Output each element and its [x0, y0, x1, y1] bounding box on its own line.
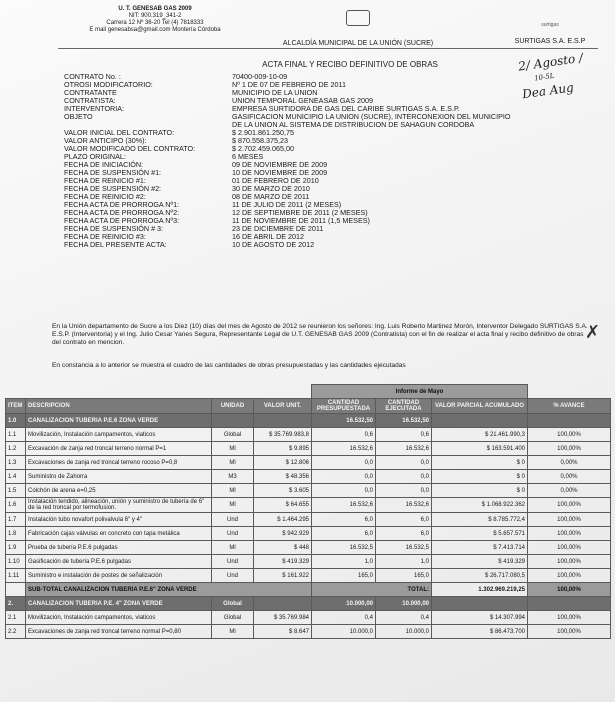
- cell-parcial: $ 14.307.994: [432, 611, 528, 625]
- field-label: FECHA DEL PRESENTE ACTA:: [64, 240, 167, 249]
- contractor-address: Carrera 12 Nº 36-20 Tel (4) 7818333: [106, 20, 204, 26]
- field-value: 08 DE MARZO DE 2011: [232, 192, 310, 201]
- cell-vunit: $ 448: [254, 541, 312, 555]
- cell-parcial: $ 0: [432, 456, 528, 470]
- cell-item: 1.10: [6, 555, 26, 569]
- cell-presup: 1,0: [312, 555, 376, 569]
- cell-presup: 0,0: [312, 484, 376, 498]
- field-value: EMPRESA SURTIDORA DE GAS DEL CARIBE SURTIGAS S.A. E.S.P.: [232, 104, 460, 113]
- field-label: OBJETO: [64, 112, 93, 121]
- cell-presup: 0,0: [312, 470, 376, 484]
- informe-label: Informe de Mayo: [312, 385, 528, 399]
- table-row: [6, 428, 611, 442]
- cell-parcial: $ 163.591.400: [432, 442, 528, 456]
- field-value: 16 DE ABRIL DE 2012: [232, 232, 305, 241]
- cell-parcial: $ 7.413.714: [432, 541, 528, 555]
- contractor-name: U. T. GENESAB GAS 2009: [118, 6, 192, 12]
- quantities-table: [5, 384, 611, 639]
- table-row: [6, 456, 611, 470]
- field-value: GASIFICACION MUNICIPIO LA UNION (SUCRE), INTERCONEXION DEL MUNICIPIO: [232, 112, 511, 121]
- section-2-ejec: 10.000,00: [376, 597, 432, 611]
- field-value: 09 DE NOVIEMBRE DE 2009: [232, 160, 328, 169]
- cell-presup: 16.532,5: [312, 541, 376, 555]
- cell-item: 1.4: [6, 470, 26, 484]
- field-label: VALOR INICIAL DEL CONTRATO:: [64, 128, 175, 137]
- cell-item: 1.9: [6, 541, 26, 555]
- cell-presup: 6,0: [312, 513, 376, 527]
- field-label: FECHA DE SUSPENSIÓN #1:: [64, 168, 162, 177]
- cell-vunit: $ 9.895: [254, 442, 312, 456]
- table-row: [6, 625, 611, 639]
- quantities-table-body: [6, 385, 611, 639]
- section-2-presup: 10.000,00: [312, 597, 376, 611]
- cell-unit: Ml: [212, 456, 254, 470]
- section-2-row: [6, 597, 611, 611]
- cell-desc: Excavación de zanja red troncal terreno normal P=1: [26, 442, 212, 456]
- section-2-unit: Global: [212, 597, 254, 611]
- cell-presup: 0,6: [312, 428, 376, 442]
- cell-item: 1.2: [6, 442, 26, 456]
- cell-item: 1.6: [6, 498, 26, 513]
- surtigas-logo-text: surtigas: [541, 22, 559, 28]
- cell-unit: Ml: [212, 484, 254, 498]
- cell-unit: Ml: [212, 541, 254, 555]
- cell-unit: Und: [212, 527, 254, 541]
- field-label: FECHA ACTA DE PRORROGA Nº2:: [64, 208, 180, 217]
- cell-desc: Instalación tubo novafort polivalvula 6" y 4": [26, 513, 212, 527]
- col-valor-unit: VALOR UNIT.: [254, 399, 312, 414]
- cell-parcial: $ 8.785.772,4: [432, 513, 528, 527]
- field-value: 10 DE NOVIEMBRE DE 2009: [232, 168, 328, 177]
- field-value: UNION TEMPORAL GENEASAB GAS 2009: [232, 96, 374, 105]
- cell-ejec: 16.532,6: [376, 498, 432, 513]
- table-row: [6, 484, 611, 498]
- field-value: 10 DE AGOSTO DE 2012: [232, 240, 315, 249]
- cell-ejec: 16.532,5: [376, 541, 432, 555]
- cell-desc: Prueba de tubería P.E.6 pulgadas: [26, 541, 212, 555]
- cell-ejec: 165,0: [376, 569, 432, 583]
- cell-ejec: 0,6: [376, 428, 432, 442]
- table-row: [6, 498, 611, 513]
- section-2-item: 2.: [6, 597, 26, 611]
- field-label: CONTRATISTA:: [64, 96, 116, 105]
- field-value: 70400-009-10-09: [232, 72, 288, 81]
- table-row: [6, 555, 611, 569]
- contractor-letterhead: [60, 6, 250, 46]
- municipality-letterhead: [258, 10, 458, 47]
- meeting-paragraph: En la Unión departamento de Sucre a los Diez (10) días del mes de Agosto de 2012 se reunieron los señores: Ing. Luis Roberto Martinez Morón, Interventor Delegado SURTIGAS S.A. E.S.P. (Interventoria) y el Ing. Julio Cesar Yanes Segura, Representante Legal de U.T. GENESAB GAS 2009 (Contratista) con el fin de realizar el acta final y recibo definitivo de obras del contrato en mencion.: [52, 323, 588, 346]
- cell-presup: 165,0: [312, 569, 376, 583]
- field-label: VALOR ANTICIPO (30%):: [64, 136, 147, 145]
- cell-avance: 100,00%: [528, 569, 611, 583]
- cell-desc: Excavaciones de zanja red troncal terreno rocoso P=0,8: [26, 456, 212, 470]
- table-row: [6, 541, 611, 555]
- cell-parcial: $ 21.461.990,3: [432, 428, 528, 442]
- contract-fields: [64, 73, 584, 249]
- section-1-row: [6, 414, 611, 428]
- section-2-desc: CANALIZACION TUBERIA P.E. 4" ZONA VERDE: [26, 597, 212, 611]
- cell-desc: Excavaciones de zanja red troncal terreno normal P=0,80: [26, 625, 212, 639]
- handwritten-line-3: Dea Aug: [521, 80, 575, 102]
- field-value: $ 2.702.459.065,00: [232, 144, 294, 153]
- cell-desc: Suministro e instalación de postes de señalización: [26, 569, 212, 583]
- cell-avance: 0,00%: [528, 456, 611, 470]
- cell-avance: 100,00%: [528, 527, 611, 541]
- field-label: FECHA ACTA DE PRORROGA Nº3:: [64, 216, 180, 225]
- cell-avance: 100,00%: [528, 611, 611, 625]
- municipality-name: ALCALDÍA MUNICIPAL DE LA UNIÓN (SUCRE): [282, 40, 434, 47]
- section-1-desc: CANALIZACION TUBERIA P.E.6 ZONA VERDE: [26, 414, 212, 428]
- field-label: CONTRATANTE: [64, 88, 117, 97]
- cell-vunit: $ 8.647: [254, 625, 312, 639]
- cell-desc: Movilización, Instalación campamentos, viaticos: [26, 611, 212, 625]
- table-row: [6, 470, 611, 484]
- cell-item: 1.1: [6, 428, 26, 442]
- cell-presup: 6,0: [312, 527, 376, 541]
- cell-vunit: $ 48.356: [254, 470, 312, 484]
- column-header-row: [6, 399, 611, 414]
- cell-avance: 100,00%: [528, 498, 611, 513]
- cell-unit: Ml: [212, 498, 254, 513]
- field-label: FECHA ACTA DE PRORROGA Nº1:: [64, 200, 180, 209]
- cell-avance: 0,00%: [528, 470, 611, 484]
- field-label: FECHA DE SUSPENSIÓN #2:: [64, 184, 162, 193]
- surtigas-letterhead: [500, 22, 600, 45]
- cell-ejec: 6,0: [376, 513, 432, 527]
- field-label: FECHA DE REINICIO #2:: [64, 192, 146, 201]
- surtigas-name: SURTIGAS S.A. E.S.P: [514, 38, 586, 45]
- cell-unit: M3: [212, 470, 254, 484]
- field-label: FECHA DE SUSPENSIÓN # 3:: [64, 224, 164, 233]
- field-label: VALOR MODIFICADO DEL CONTRATO:: [64, 144, 196, 153]
- cell-desc: Instalación tendido, alineación, unión y suministro de tubería de 6" de la red troncal por termofusion.: [26, 498, 212, 513]
- coat-of-arms-icon: [346, 10, 370, 26]
- cell-desc: Fabricación cajas válvulas en concreto con tapa metálica: [26, 527, 212, 541]
- field-label: FECHA DE INICIACIÓN:: [64, 160, 144, 169]
- cell-desc: Gasificación de tubería P.E.6 pulgadas: [26, 555, 212, 569]
- cell-ejec: 0,0: [376, 456, 432, 470]
- cell-ejec: 10.000,0: [376, 625, 432, 639]
- field-value: 30 DE MARZO DE 2010: [232, 184, 310, 193]
- cell-presup: 0,0: [312, 456, 376, 470]
- field-label: INTERVENTORIA:: [64, 104, 125, 113]
- cell-avance: 100,00%: [528, 442, 611, 456]
- subtotal-row: [6, 583, 611, 597]
- cell-parcial: $ 0: [432, 470, 528, 484]
- field-value: Nº 1 DE 07 DE FEBRERO DE 2011: [232, 80, 346, 89]
- cell-vunit: $ 64.655: [254, 498, 312, 513]
- document-title: ACTA FINAL Y RECIBO DEFINITIVO DE OBRAS: [262, 60, 438, 69]
- subtotal-total: 1.302.969.219,25: [432, 583, 528, 597]
- cell-unit: Und: [212, 555, 254, 569]
- cell-avance: 100,00%: [528, 625, 611, 639]
- table-row: [6, 527, 611, 541]
- cell-item: 1.11: [6, 569, 26, 583]
- section-1-presup: 16.532,50: [312, 414, 376, 428]
- field-row: [64, 241, 584, 249]
- field-row: [64, 145, 584, 153]
- field-label: FECHA DE REINICIO #1:: [64, 176, 146, 185]
- col-unidad: UNIDAD: [212, 399, 254, 414]
- cell-ejec: 0,0: [376, 470, 432, 484]
- cell-desc: Colchón de arena e=0,25: [26, 484, 212, 498]
- cell-unit: Und: [212, 569, 254, 583]
- table-row: [6, 513, 611, 527]
- table-row: [6, 611, 611, 625]
- cell-ejec: 1,0: [376, 555, 432, 569]
- field-value: 11 DE JULIO DE 2011 (2 MESES): [232, 200, 342, 209]
- cell-avance: 100,00%: [528, 428, 611, 442]
- cell-avance: 100,00%: [528, 555, 611, 569]
- handwritten-line-2: 10-5L: [533, 71, 555, 83]
- constancy-paragraph: En constancia a lo anterior se muestra el cuadro de las cantidades de obras presupuestadas y las cantidades ejecutadas: [52, 362, 406, 369]
- field-value: 6 MESES: [232, 152, 264, 161]
- cell-ejec: 0,4: [376, 611, 432, 625]
- cell-presup: 10.000,0: [312, 625, 376, 639]
- field-value: 23 DE DICIEMBRE DE 2011: [232, 224, 324, 233]
- cell-desc: Suministro de Zahorra: [26, 470, 212, 484]
- field-value: $ 2.901.861.250,75: [232, 128, 294, 137]
- field-label: CONTRATO No. :: [64, 72, 121, 81]
- contractor-nit: NIT: 900.319_341-2: [128, 13, 182, 19]
- cell-item: 1.8: [6, 527, 26, 541]
- field-value: MUNICIPIO DE LA UNION: [232, 88, 318, 97]
- cell-ejec: 6,0: [376, 527, 432, 541]
- cell-parcial: $ 5.657.571: [432, 527, 528, 541]
- cell-ejec: 0,0: [376, 484, 432, 498]
- col-valor-parcial: VALOR PARCIAL ACUMULADO: [432, 399, 528, 414]
- section-1-ejec: 16.532,50: [376, 414, 432, 428]
- cell-presup: 0,4: [312, 611, 376, 625]
- cell-item: 1.5: [6, 484, 26, 498]
- header-divider: [58, 48, 598, 49]
- cell-vunit: $ 35.769.984: [254, 611, 312, 625]
- col-item: ITEM: [6, 399, 26, 414]
- cell-parcial: $ 0: [432, 484, 528, 498]
- field-row: [64, 81, 584, 89]
- cell-avance: 0,00%: [528, 484, 611, 498]
- cell-vunit: $ 12.806: [254, 456, 312, 470]
- cell-parcial: $ 1.068.922.362: [432, 498, 528, 513]
- cell-item: 2.1: [6, 611, 26, 625]
- section-1-item: 1.0: [6, 414, 26, 428]
- field-value: 11 DE NOVIEMBRE DE 2011 (1,5 MESES): [232, 216, 370, 225]
- contractor-email: E mail genesabsa@gmail.com Montería Córdoba: [89, 27, 221, 33]
- subtotal-avance: 100,00%: [528, 583, 611, 597]
- cell-avance: 100,00%: [528, 541, 611, 555]
- field-label: PLAZO ORIGINAL:: [64, 152, 126, 161]
- col-cant-presup: CANTIDAD PRESUPUESTADA: [312, 399, 376, 414]
- cell-desc: Movilización, Instalación campamentos, viaticos: [26, 428, 212, 442]
- cell-item: 2.2: [6, 625, 26, 639]
- cell-unit: Global: [212, 611, 254, 625]
- subtotal-total-label: TOTAL:: [312, 583, 432, 597]
- subtotal-desc: SUB-TOTAL CANALIZACION TUBERIA P.E.6" ZONA VERDE: [26, 583, 312, 597]
- field-value: 01 DE FEBRERO DE 2010: [232, 176, 319, 185]
- field-label: FECHA DE REINICIO #3:: [64, 232, 146, 241]
- cell-avance: 100,00%: [528, 513, 611, 527]
- col-descripcion: DESCRIPCION: [26, 399, 212, 414]
- cell-parcial: $ 419.329: [432, 555, 528, 569]
- table-row: [6, 569, 611, 583]
- signature-mark-icon: ✗: [585, 322, 601, 342]
- col-cant-ejec: CANTIDAD EJECUTADA: [376, 399, 432, 414]
- cell-item: 1.7: [6, 513, 26, 527]
- cell-vunit: $ 942.929: [254, 527, 312, 541]
- cell-unit: Und: [212, 513, 254, 527]
- cell-vunit: $ 35.769.983,8: [254, 428, 312, 442]
- field-value: DE LA UNION AL SISTEMA DE DISTRIBUCION DE SAHAGUN CORDOBA: [232, 120, 475, 129]
- cell-vunit: $ 161.922: [254, 569, 312, 583]
- cell-unit: Global: [212, 428, 254, 442]
- field-value: 12 DE SEPTIEMBRE DE 2011 (2 MESES): [232, 208, 368, 217]
- handwritten-line-1: 2/ Agosto /: [517, 50, 584, 74]
- cell-vunit: $ 419.329: [254, 555, 312, 569]
- cell-item: 1.3: [6, 456, 26, 470]
- table-row: [6, 442, 611, 456]
- cell-unit: Ml: [212, 625, 254, 639]
- cell-presup: 16.532,6: [312, 498, 376, 513]
- cell-ejec: 16.532,6: [376, 442, 432, 456]
- cell-unit: Ml: [212, 442, 254, 456]
- field-value: $ 870.558.375,23: [232, 136, 288, 145]
- col-avance: % AVANCE: [528, 399, 611, 414]
- cell-parcial: $ 26.717.080,5: [432, 569, 528, 583]
- cell-presup: 16.532,6: [312, 442, 376, 456]
- cell-parcial: $ 86.473.700: [432, 625, 528, 639]
- cell-vunit: $ 1.464.295: [254, 513, 312, 527]
- cell-vunit: $ 3.605: [254, 484, 312, 498]
- informe-header-row: [6, 385, 611, 399]
- field-label: OTROSI MODIFICATORIO:: [64, 80, 153, 89]
